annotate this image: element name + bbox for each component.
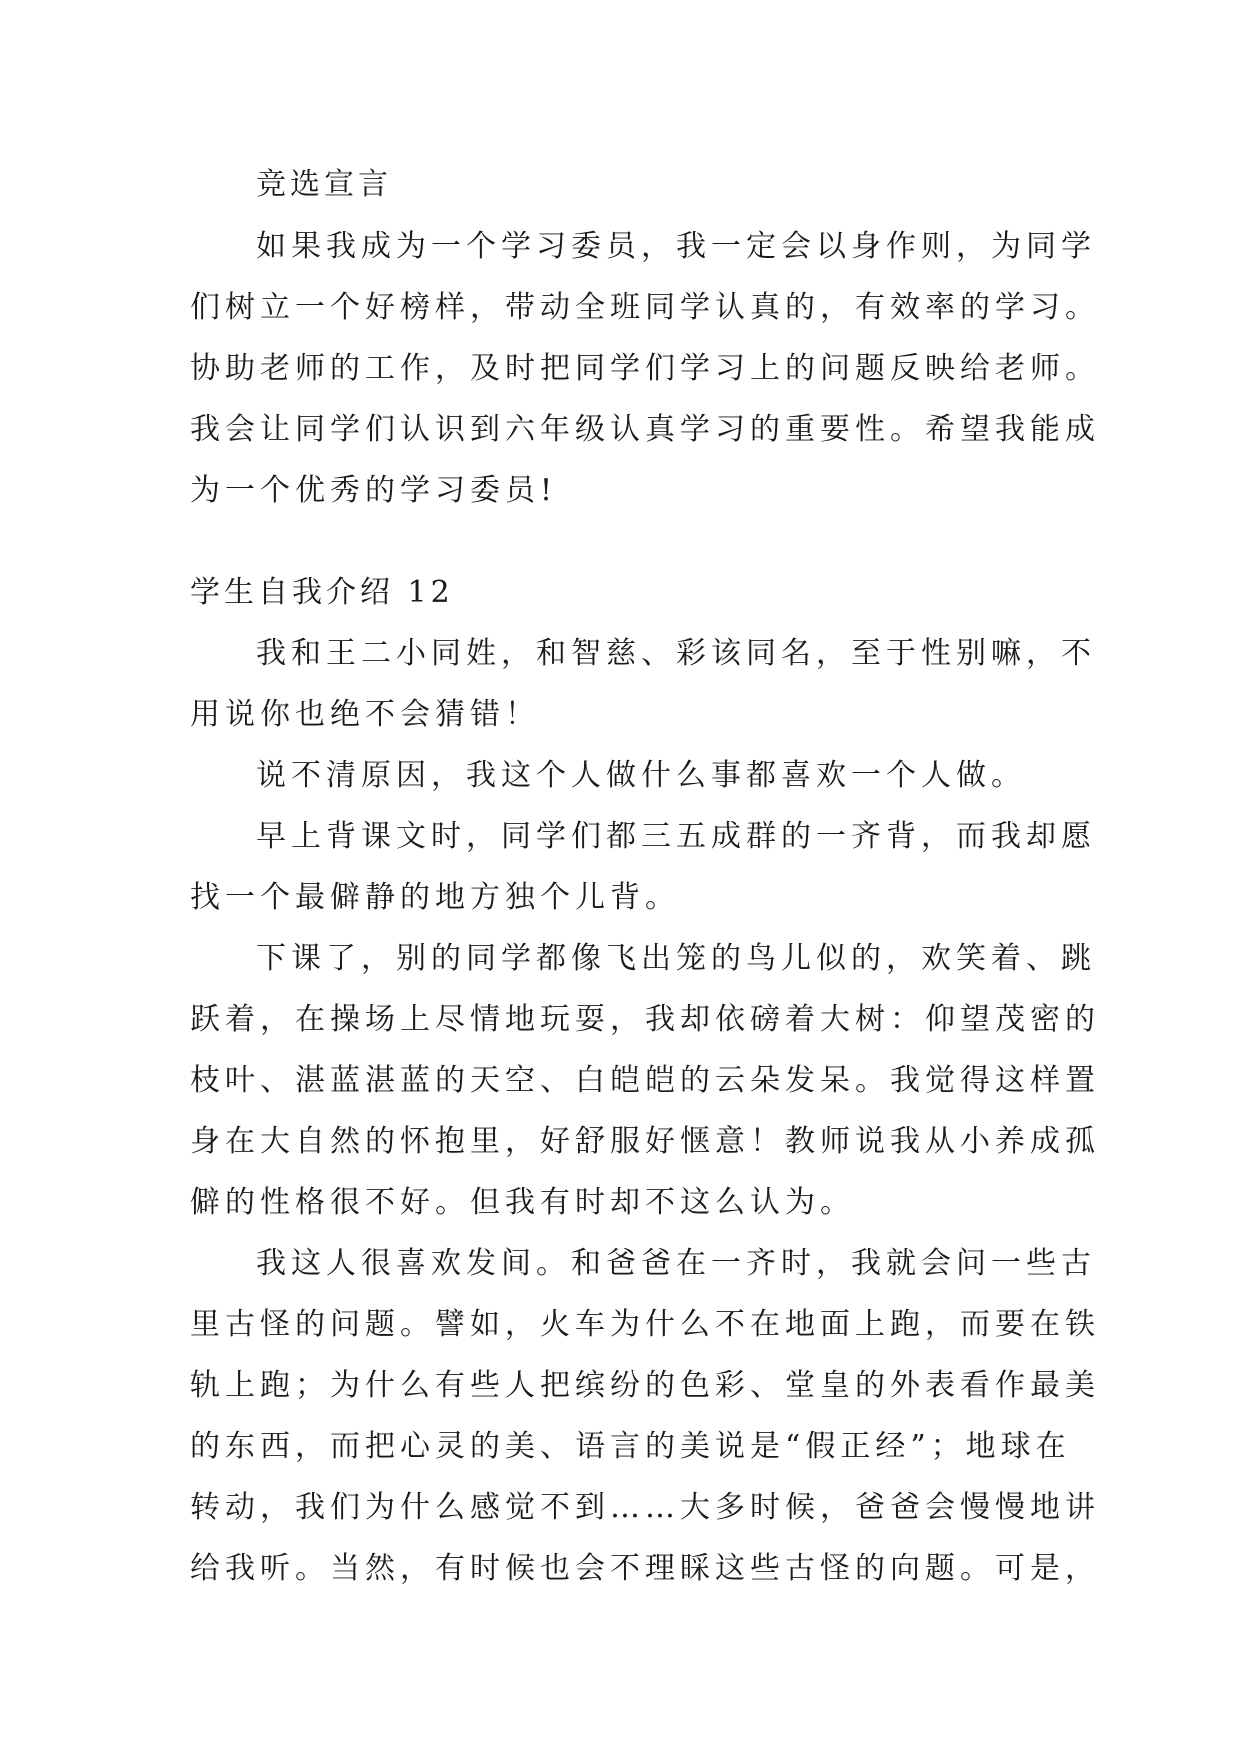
paragraph-line: 我这人很喜欢发间。和爸爸在一齐时，我就会问一些古 xyxy=(256,1246,1096,1281)
paragraph-line: 我和王二小同姓，和智慈、彩该同名，至于性别嘛，不 xyxy=(256,636,1096,671)
paragraph-line: 我会让同学们认识到六年级认真学习的重要性。希望我能成 xyxy=(190,412,1100,447)
paragraph-line: 身在大自然的怀抱里，好舒服好惬意！教师说我从小养成孤 xyxy=(190,1124,1100,1159)
paragraph-line: 如果我成为一个学习委员，我一定会以身作则，为同学 xyxy=(256,229,1096,264)
paragraph-line: 为一个优秀的学习委员! xyxy=(190,473,558,508)
paragraph-line: 下课了，别的同学都像飞出笼的鸟儿似的，欢笑着、跳 xyxy=(256,941,1096,976)
paragraph-line: 早上背课文时，同学们都三五成群的一齐背，而我却愿 xyxy=(256,819,1096,854)
paragraph-line: 里古怪的问题。譬如，火车为什么不在地面上跑，而要在铁 xyxy=(190,1307,1100,1342)
paragraph-line: 跃着，在操场上尽情地玩耍，我却依磅着大树：仰望茂密的 xyxy=(190,1002,1100,1037)
paragraph-line: 说不清原因，我这个人做什么事都喜欢一个人做。 xyxy=(256,758,1026,793)
paragraph-line: 用说你也绝不会猜错！ xyxy=(190,697,540,732)
section-title-self-intro: 学生自我介绍 12 xyxy=(190,575,454,610)
paragraph-line: 找一个最僻静的地方独个儿背。 xyxy=(190,880,680,915)
paragraph-line: 转动，我们为什么感觉不到……大多时候，爸爸会慢慢地讲 xyxy=(190,1490,1100,1525)
paragraph-line: 的东西，而把心灵的美、语言的美说是“假正经”；地球在 xyxy=(190,1429,1071,1464)
paragraph-line: 给我听。当然，有时候也会不理睬这些古怪的向题。可是， xyxy=(190,1551,1100,1586)
section-title-campaign: 竞选宣言 xyxy=(256,167,392,202)
paragraph-line: 们树立一个好榜样，带动全班同学认真的，有效率的学习。 xyxy=(190,290,1100,325)
paragraph-line: 轨上跑；为什么有些人把缤纷的色彩、堂皇的外表看作最美 xyxy=(190,1368,1100,1403)
paragraph-line: 僻的性格很不好。但我有时却不这么认为。 xyxy=(190,1185,855,1220)
paragraph-line: 协助老师的工作，及时把同学们学习上的问题反映给老师。 xyxy=(190,351,1100,386)
paragraph-line: 枝叶、湛蓝湛蓝的天空、白皑皑的云朵发呆。我觉得这样置 xyxy=(190,1063,1100,1098)
